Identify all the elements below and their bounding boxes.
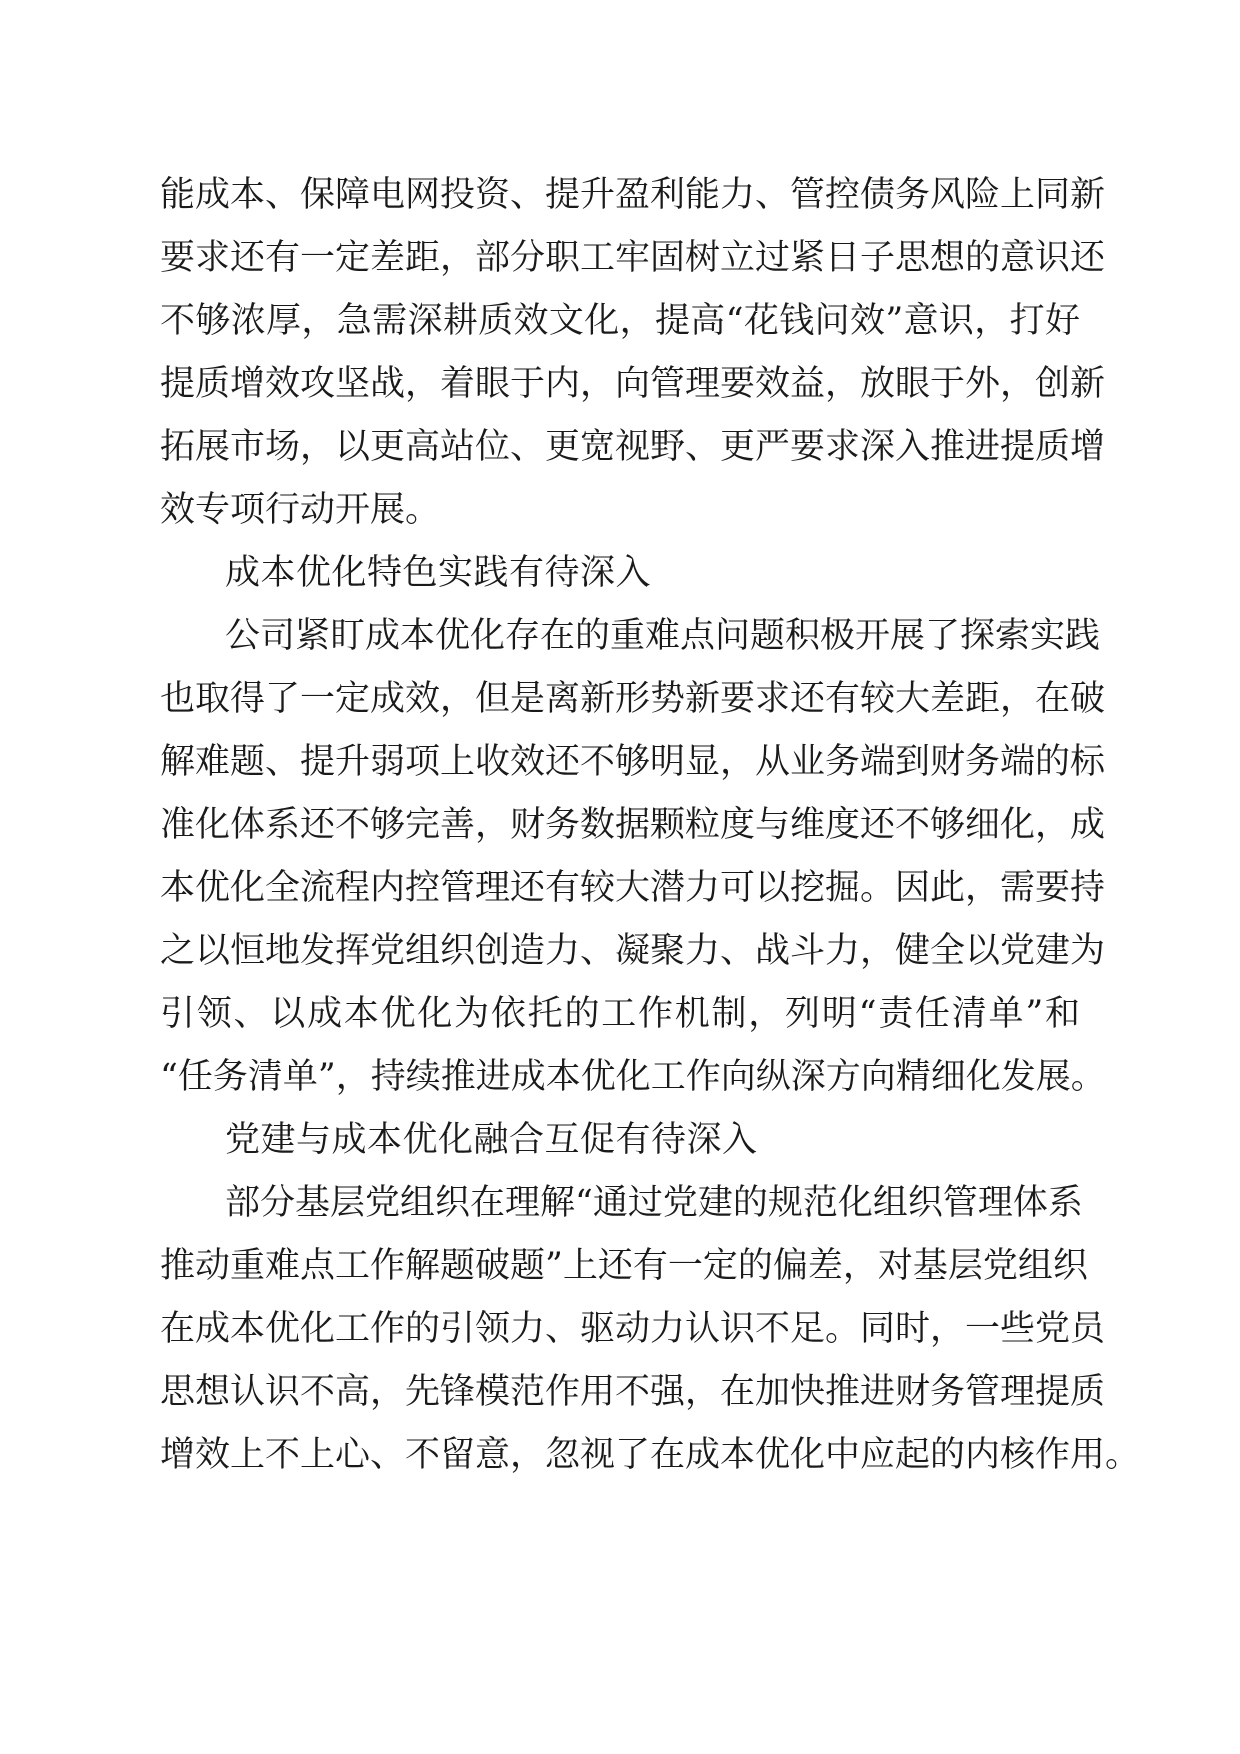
paragraph-2-line-4: 准化体系还不够完善，财务数据颗粒度与维度还不够细化，成 bbox=[160, 805, 1106, 845]
paragraph-3-line-1: 部分基层党组织在理解“通过党建的规范化组织管理体系 bbox=[225, 1183, 1083, 1223]
paragraph-2-line-8: “任务清单”，持续推进成本优化工作向纵深方向精细化发展。 bbox=[160, 1057, 1106, 1097]
section-heading-1: 成本优化特色实践有待深入 bbox=[225, 553, 652, 593]
paragraph-2-line-5: 本优化全流程内控管理还有较大潜力可以挖掘。因此，需要持 bbox=[160, 868, 1106, 908]
paragraph-3-line-5: 增效上不上心、不留意，忽视了在成本优化中应起的内核作用。 bbox=[160, 1435, 1141, 1475]
paragraph-1-line-3: 不够浓厚，急需深耕质效文化，提高“花钱问效”意识，打好 bbox=[160, 301, 1080, 341]
paragraph-2-line-2: 也取得了一定成效，但是离新形势新要求还有较大差距，在破 bbox=[160, 679, 1106, 719]
paragraph-2-line-6: 之以恒地发挥党组织创造力、凝聚力、战斗力，健全以党建为 bbox=[160, 931, 1106, 971]
paragraph-1-line-2: 要求还有一定差距，部分职工牢固树立过紧日子思想的意识还 bbox=[160, 238, 1106, 278]
paragraph-2-line-3: 解难题、提升弱项上收效还不够明显，从业务端到财务端的标 bbox=[160, 742, 1106, 782]
section-heading-2: 党建与成本优化融合互促有待深入 bbox=[225, 1120, 758, 1160]
paragraph-3-line-3: 在成本优化工作的引领力、驱动力认识不足。同时，一些党员 bbox=[160, 1309, 1106, 1349]
paragraph-1-line-5: 拓展市场，以更高站位、更宽视野、更严要求深入推进提质增 bbox=[160, 427, 1106, 467]
paragraph-1-line-4: 提质增效攻坚战，着眼于内，向管理要效益，放眼于外，创新 bbox=[160, 364, 1106, 404]
paragraph-3-line-4: 思想认识不高，先锋模范作用不强，在加快推进财务管理提质 bbox=[160, 1372, 1106, 1412]
paragraph-1-line-1: 能成本、保障电网投资、提升盈利能力、管控债务风险上同新 bbox=[160, 175, 1106, 215]
paragraph-3-line-2: 推动重难点工作解题破题”上还有一定的偏差，对基层党组织 bbox=[160, 1246, 1088, 1286]
paragraph-1-line-6: 效专项行动开展。 bbox=[160, 490, 441, 530]
paragraph-2-line-7: 引领、以成本优化为依托的工作机制，列明“责任清单”和 bbox=[160, 994, 1080, 1034]
paragraph-2-line-1: 公司紧盯成本优化存在的重难点问题积极开展了探索实践 bbox=[225, 616, 1101, 656]
